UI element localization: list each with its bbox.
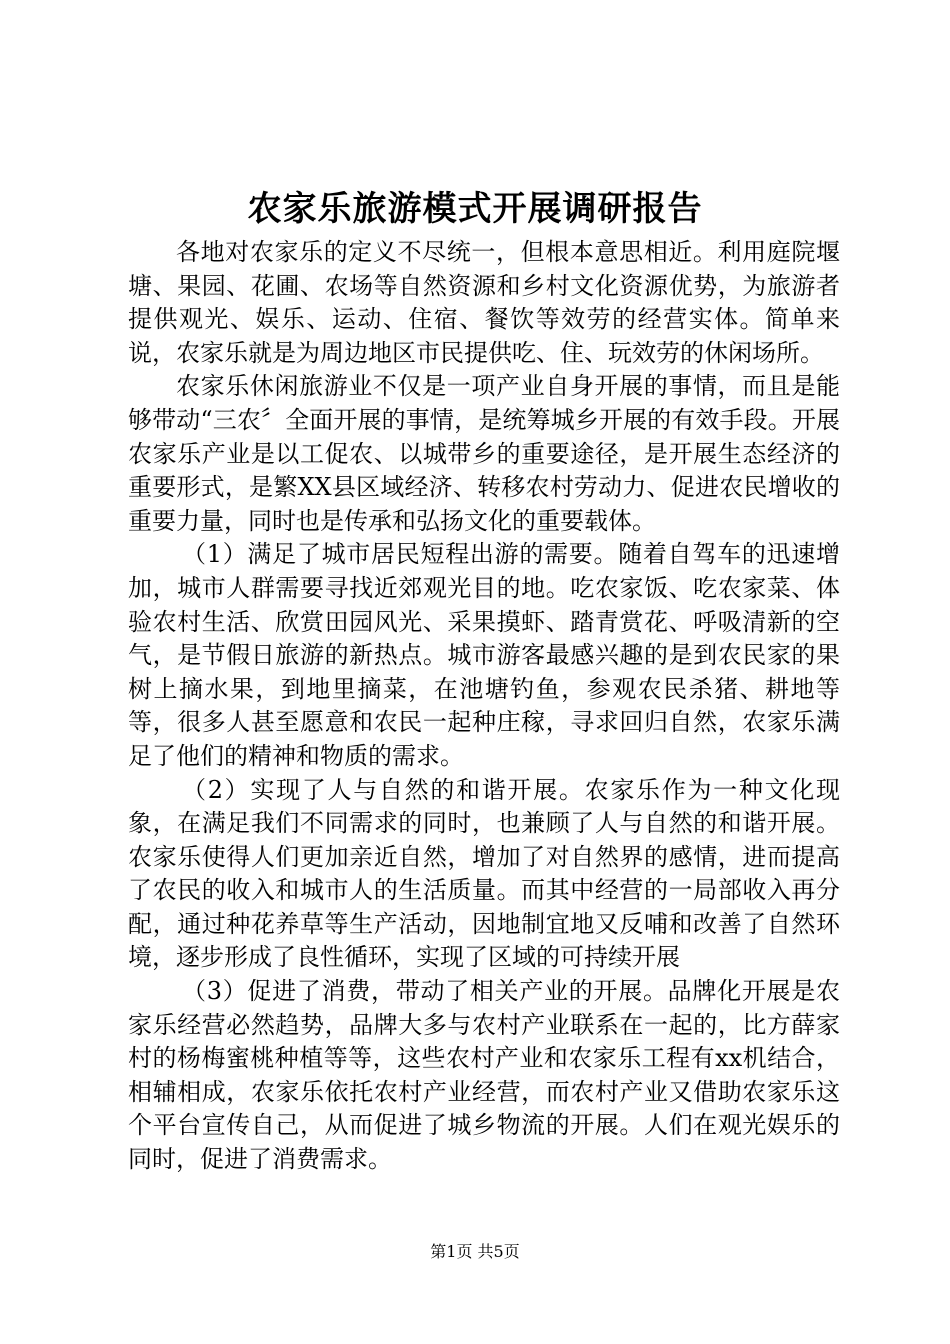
paragraph-definition: 各地对农家乐的定义不尽统一，但根本意思相近。利用庭院堰塘、果园、花圃、农场等自然资源和乡村文化资源优势，为旅游者提供观光、娱乐、运动、住宿、餐饮等效劳的经营实体。简单来说，农家乐就是为周边地区市民提供吃、住、玩效劳的休闲场所。 xyxy=(128,238,840,367)
paragraph-point-1: （1）满足了城市居民短程出游的需要。随着自驾车的迅速增加，城市人群需要寻找近郊观光目的地。吃农家饭、吃农家菜、体验农村生活、欣赏田园风光、采果摸虾、踏青赏花、呼吸清新的空气，是节假日旅游的新热点。城市游客最感兴趣的是到农民家的果树上摘水果，到地里摘菜，在池塘钓鱼，参观农民杀猪、耕地等等，很多人甚至愿意和农民一起种庄稼，寻求回归自然，农家乐满足了他们的精神和物质的需求。 xyxy=(128,540,840,770)
page-title: 农家乐旅游模式开展调研报告 xyxy=(247,189,703,229)
document-body xyxy=(128,236,840,1177)
paragraph-significance: 农家乐休闲旅游业不仅是一项产业自身开展的事情，而且是能够带动“三农〞全面开展的事情，是统筹城乡开展的有效手段。开展农家乐产业是以工促农、以城带乡的重要途径，是开展生态经济的重要形式，是繁XX县区域经济、转移农村劳动力、促进农民增收的重要力量，同时也是传承和弘扬文化的重要载体。 xyxy=(128,372,840,535)
paragraph-point-3: （3）促进了消费，带动了相关产业的开展。品牌化开展是农家乐经营必然趋势，品牌大多与农村产业联系在一起的，比方薛家村的杨梅蜜桃种植等等，这些农村产业和农家乐工程有xx机结合，相辅相成，农家乐依托农村产业经营，而农村产业又借助农家乐这个平台宣传自己，从而促进了城乡物流的开展。人们在观光娱乐的同时，促进了消费需求。 xyxy=(128,977,840,1174)
paragraph-point-2: （2）实现了人与自然的和谐开展。农家乐作为一种文化现象，在满足我们不同需求的同时，也兼顾了人与自然的和谐开展。农家乐使得人们更加亲近自然，增加了对自然界的感情，进而提高了农民的收入和城市人的生活质量。而其中经营的一局部收入再分配，通过种花养草等生产活动，因地制宜地又反哺和改善了自然环境，逐步形成了良性循环，实现了区域的可持续开展 xyxy=(128,775,840,972)
page-number-footer: 第1页 共5页 xyxy=(430,1242,520,1261)
